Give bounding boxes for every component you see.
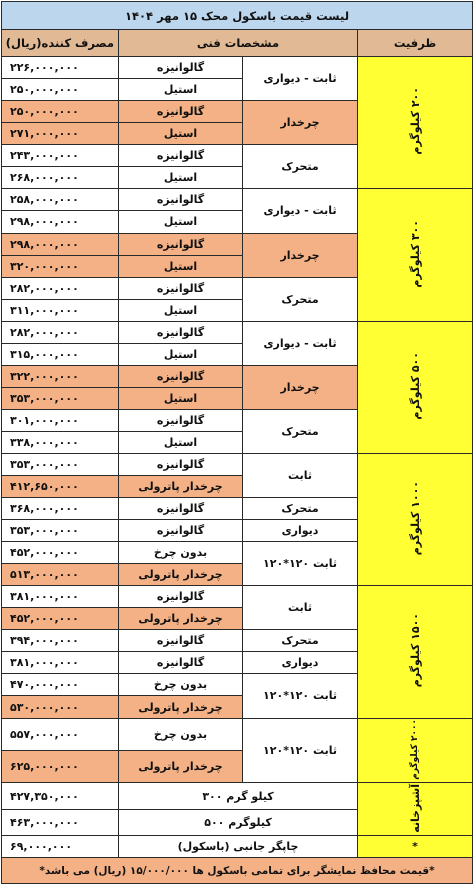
material-cell: گالوانیزه bbox=[119, 57, 243, 79]
price-cell: ۳۸۱,۰۰۰,۰۰۰ bbox=[2, 652, 119, 674]
type-cell: ثابت bbox=[243, 586, 358, 630]
material-cell: استیل bbox=[119, 255, 243, 277]
price-cell: ۴۷۰,۰۰۰,۰۰۰ bbox=[2, 674, 119, 696]
capacity-cell bbox=[358, 586, 473, 718]
type-cell: متحرک bbox=[243, 630, 358, 652]
title-row bbox=[2, 2, 473, 30]
capacity-cell: * bbox=[358, 836, 473, 858]
material-cell: استیل bbox=[119, 79, 243, 101]
material-cell: چرخدار پاترولی bbox=[119, 751, 243, 783]
table-row bbox=[2, 718, 473, 750]
material-cell: استیل bbox=[119, 167, 243, 189]
price-cell: ۶۹,۰۰۰,۰۰۰ bbox=[2, 836, 119, 858]
material-cell: استیل bbox=[119, 211, 243, 233]
price-cell: ۲۹۸,۰۰۰,۰۰۰ bbox=[2, 233, 119, 255]
material-cell: گالوانیزه bbox=[119, 101, 243, 123]
material-cell: گالوانیزه bbox=[119, 586, 243, 608]
price-cell: ۶۲۵,۰۰۰,۰۰۰ bbox=[2, 751, 119, 783]
type-cell: چرخدار bbox=[243, 365, 358, 409]
type-cell: کیلو گرم ۳۰۰ bbox=[119, 783, 358, 809]
price-cell: ۳۸۱,۰۰۰,۰۰۰ bbox=[2, 586, 119, 608]
capacity-cell bbox=[358, 453, 473, 585]
price-cell: ۳۵۳,۰۰۰,۰۰۰ bbox=[2, 453, 119, 475]
table-row bbox=[2, 189, 473, 211]
table-row bbox=[2, 321, 473, 343]
material-cell: گالوانیزه bbox=[119, 189, 243, 211]
price-cell: ۳۰۱,۰۰۰,۰۰۰ bbox=[2, 409, 119, 431]
price-cell: ۲۴۳,۰۰۰,۰۰۰ bbox=[2, 145, 119, 167]
capacity-cell bbox=[358, 189, 473, 321]
price-cell: ۳۹۴,۰۰۰,۰۰۰ bbox=[2, 630, 119, 652]
material-cell: گالوانیزه bbox=[119, 321, 243, 343]
price-cell: ۲۵۸,۰۰۰,۰۰۰ bbox=[2, 189, 119, 211]
material-cell: گالوانیزه bbox=[119, 277, 243, 299]
type-cell: ثابت - دیواری bbox=[243, 57, 358, 101]
price-cell: ۴۱۲,۶۵۰,۰۰۰ bbox=[2, 476, 119, 498]
material-cell: چرخدار پاترولی bbox=[119, 608, 243, 630]
capacity-label: ۲۰۰۰ کیلوگرم bbox=[410, 718, 421, 780]
material-cell: گالوانیزه bbox=[119, 520, 243, 542]
price-cell: ۲۶۸,۰۰۰,۰۰۰ bbox=[2, 167, 119, 189]
price-cell: ۵۱۳,۰۰۰,۰۰۰ bbox=[2, 564, 119, 586]
price-cell: ۲۹۸,۰۰۰,۰۰۰ bbox=[2, 211, 119, 233]
type-cell: ثابت - دیواری bbox=[243, 189, 358, 233]
price-cell: ۴۵۲,۰۰۰,۰۰۰ bbox=[2, 542, 119, 564]
price-cell: ۵۳۰,۰۰۰,۰۰۰ bbox=[2, 696, 119, 718]
material-cell: استیل bbox=[119, 123, 243, 145]
material-cell: چرخدار پاترولی bbox=[119, 696, 243, 718]
price-cell: ۲۵۰,۰۰۰,۰۰۰ bbox=[2, 79, 119, 101]
capacity-label: ۱۵۰۰ کیلوگرم bbox=[408, 613, 422, 688]
material-cell: استیل bbox=[119, 343, 243, 365]
type-cell: ثابت ۱۲۰*۱۲۰ bbox=[243, 542, 358, 586]
material-cell: استیل bbox=[119, 387, 243, 409]
price-cell: ۳۲۰,۰۰۰,۰۰۰ bbox=[2, 255, 119, 277]
price-cell: ۳۵۳,۰۰۰,۰۰۰ bbox=[2, 387, 119, 409]
material-cell: بدون چرخ bbox=[119, 542, 243, 564]
type-cell: چاپگر جانبی (باسکول) bbox=[119, 836, 358, 858]
capacity-cell bbox=[358, 57, 473, 189]
type-cell: ثابت bbox=[243, 453, 358, 497]
price-list-sheet bbox=[1, 1, 472, 884]
table-row bbox=[2, 57, 473, 79]
price-cell: ۴۲۷,۳۵۰,۰۰۰ bbox=[2, 783, 119, 809]
price-cell: ۴۶۳,۰۰۰,۰۰۰ bbox=[2, 809, 119, 835]
price-cell: ۲۵۰,۰۰۰,۰۰۰ bbox=[2, 101, 119, 123]
material-cell: استیل bbox=[119, 431, 243, 453]
type-cell: دیواری bbox=[243, 520, 358, 542]
price-cell: ۳۵۳,۰۰۰,۰۰۰ bbox=[2, 520, 119, 542]
header-price: مصرف کننده(ریال) bbox=[2, 30, 119, 57]
material-cell: بدون چرخ bbox=[119, 718, 243, 750]
page-title: لیست قیمت باسکول محک ۱۵ مهر ۱۴۰۴ bbox=[2, 2, 473, 30]
header-capacity: ظرفیت bbox=[358, 30, 473, 57]
footer-note: *قیمت محافظ نمایشگر برای تمامی باسکول ها ۱۵/۰۰۰/۰۰۰ (ریال) می باشد* bbox=[2, 858, 473, 884]
material-cell: چرخدار پاترولی bbox=[119, 564, 243, 586]
type-cell: ثابت ۱۲۰*۱۲۰ bbox=[243, 718, 358, 783]
material-cell: گالوانیزه bbox=[119, 652, 243, 674]
capacity-cell bbox=[358, 718, 473, 783]
type-cell: کیلوگرم ۵۰۰ bbox=[119, 809, 358, 835]
material-cell: گالوانیزه bbox=[119, 233, 243, 255]
table-row bbox=[2, 586, 473, 608]
material-cell: بدون چرخ bbox=[119, 674, 243, 696]
type-cell: ثابت ۱۲۰*۱۲۰ bbox=[243, 674, 358, 718]
type-cell: متحرک bbox=[243, 145, 358, 189]
type-cell: متحرک bbox=[243, 409, 358, 453]
price-cell: ۳۱۱,۰۰۰,۰۰۰ bbox=[2, 299, 119, 321]
material-cell: گالوانیزه bbox=[119, 409, 243, 431]
price-cell: ۲۸۲,۰۰۰,۰۰۰ bbox=[2, 321, 119, 343]
price-table bbox=[1, 1, 473, 884]
table-row bbox=[2, 453, 473, 475]
material-cell: گالوانیزه bbox=[119, 453, 243, 475]
capacity-label: ۱۰۰۰ کیلوگرم bbox=[408, 480, 422, 556]
price-cell: ۳۳۸,۰۰۰,۰۰۰ bbox=[2, 431, 119, 453]
price-cell: ۲۲۶,۰۰۰,۰۰۰ bbox=[2, 57, 119, 79]
material-cell: چرخدار پاترولی bbox=[119, 476, 243, 498]
table-row bbox=[2, 836, 473, 858]
type-cell: متحرک bbox=[243, 277, 358, 321]
header-row bbox=[2, 30, 473, 57]
capacity-label: ۳۰۰ کیلوگرم bbox=[408, 219, 422, 288]
capacity-label: ۲۰۰ کیلوگرم bbox=[408, 87, 422, 156]
price-cell: ۳۶۸,۰۰۰,۰۰۰ bbox=[2, 498, 119, 520]
price-cell: ۳۱۵,۰۰۰,۰۰۰ bbox=[2, 343, 119, 365]
type-cell: چرخدار bbox=[243, 233, 358, 277]
type-cell: دیواری bbox=[243, 652, 358, 674]
material-cell: گالوانیزه bbox=[119, 498, 243, 520]
price-cell: ۳۲۲,۰۰۰,۰۰۰ bbox=[2, 365, 119, 387]
price-cell: ۲۸۲,۰۰۰,۰۰۰ bbox=[2, 277, 119, 299]
material-cell: استیل bbox=[119, 299, 243, 321]
type-cell: متحرک bbox=[243, 498, 358, 520]
capacity-cell bbox=[358, 783, 473, 836]
capacity-label: آشپزخانه bbox=[408, 783, 422, 833]
material-cell: گالوانیزه bbox=[119, 145, 243, 167]
capacity-cell bbox=[358, 321, 473, 453]
price-cell: ۲۷۱,۰۰۰,۰۰۰ bbox=[2, 123, 119, 145]
price-cell: ۴۵۲,۰۰۰,۰۰۰ bbox=[2, 608, 119, 630]
material-cell: گالوانیزه bbox=[119, 630, 243, 652]
capacity-label: ۵۰۰ کیلوگرم bbox=[408, 352, 422, 420]
footer-row bbox=[2, 858, 473, 884]
table-row bbox=[2, 783, 473, 809]
header-specs: مشخصات فنی bbox=[119, 30, 358, 57]
material-cell: گالوانیزه bbox=[119, 365, 243, 387]
price-cell: ۵۵۷,۰۰۰,۰۰۰ bbox=[2, 718, 119, 750]
type-cell: چرخدار bbox=[243, 101, 358, 145]
type-cell: ثابت - دیواری bbox=[243, 321, 358, 365]
